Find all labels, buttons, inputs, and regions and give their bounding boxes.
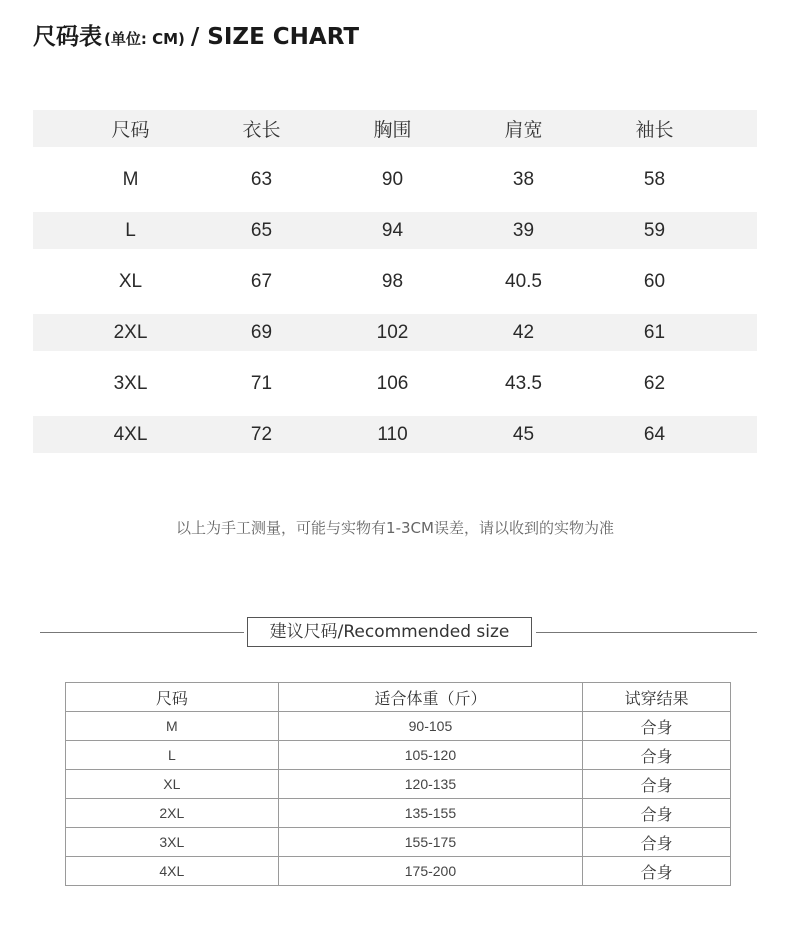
weight-cell: 135-155 [278,799,583,828]
size-cell: 4XL [113,423,148,445]
length-cell: 69 [250,321,273,343]
table-row [33,307,757,358]
header-cell: 适合体重（斤） [278,683,583,712]
title-english: / SIZE CHART [190,24,360,50]
table-row [66,712,731,741]
sleeve-cell: 64 [643,423,666,445]
recommended-size-label: 建议尺码/Recommended size [247,617,532,647]
size-cell: 3XL [113,372,148,394]
fit-result-cell: 合身 [583,712,731,741]
sleeve-cell: 62 [643,372,666,394]
weight-cell: 175-200 [278,857,583,886]
shoulder-cell: 40.5 [505,270,542,292]
weight-cell: 105-120 [278,741,583,770]
fit-result-cell: 合身 [583,741,731,770]
chest-cell: 98 [381,270,404,292]
weight-cell: 155-175 [278,828,583,857]
shoulder-cell: 42 [512,321,535,343]
table-row [66,857,731,886]
fit-result-cell: 合身 [583,799,731,828]
header-cell: 尺码 [66,683,279,712]
shoulder-cell: 38 [512,168,535,190]
page-title [33,18,359,51]
table-row [66,770,731,799]
size-cell: L [125,219,136,241]
table-row [33,358,757,409]
size-cell: 3XL [66,828,279,857]
chest-cell: 90 [381,168,404,190]
weight-cell: 90-105 [278,712,583,741]
fit-result-cell: 合身 [583,857,731,886]
table-row [33,409,757,460]
size-cell: 4XL [66,857,279,886]
length-cell: 63 [250,168,273,190]
sleeve-cell: 61 [643,321,666,343]
length-cell: 72 [250,423,273,445]
sleeve-cell: 60 [643,270,666,292]
length-cell: 65 [250,219,273,241]
shoulder-cell: 39 [512,219,535,241]
size-cell: XL [66,770,279,799]
size-cell: M [122,168,139,190]
header-cell: 肩宽 [504,120,543,141]
table-row [33,256,757,307]
table-row [66,741,731,770]
size-chart-table [33,103,757,460]
recommended-size-table [65,682,731,886]
size-cell: 2XL [66,799,279,828]
measurement-note: 以上为手工测量，可能与实物有1-3CM误差，请以收到的实物为准 [176,519,614,537]
header-cell: 袖长 [635,120,674,141]
divider-right [536,632,757,633]
sleeve-cell: 58 [643,168,666,190]
fit-result-cell: 合身 [583,828,731,857]
length-cell: 67 [250,270,273,292]
size-chart-header-row [33,103,757,154]
shoulder-cell: 45 [512,423,535,445]
chest-cell: 106 [376,372,409,394]
weight-cell: 120-135 [278,770,583,799]
size-cell: M [66,712,279,741]
table-row [33,205,757,256]
chest-cell: 102 [376,321,409,343]
size-cell: 2XL [113,321,148,343]
size-cell: L [66,741,279,770]
table-row [33,154,757,205]
chest-cell: 94 [381,219,404,241]
shoulder-cell: 43.5 [505,372,542,394]
length-cell: 71 [250,372,273,394]
header-cell: 衣长 [242,120,281,141]
table-row [66,828,731,857]
header-cell: 试穿结果 [583,683,731,712]
table-row [66,799,731,828]
size-cell: XL [118,270,143,292]
header-cell: 尺码 [111,120,150,141]
divider-left [40,632,244,633]
header-cell: 胸围 [373,120,412,141]
fit-result-cell: 合身 [583,770,731,799]
title-unit: (单位: CM) [104,30,185,48]
chest-cell: 110 [377,423,408,445]
title-main: 尺码表 [33,24,102,50]
sleeve-cell: 59 [643,219,666,241]
recommended-header-row [66,683,731,712]
